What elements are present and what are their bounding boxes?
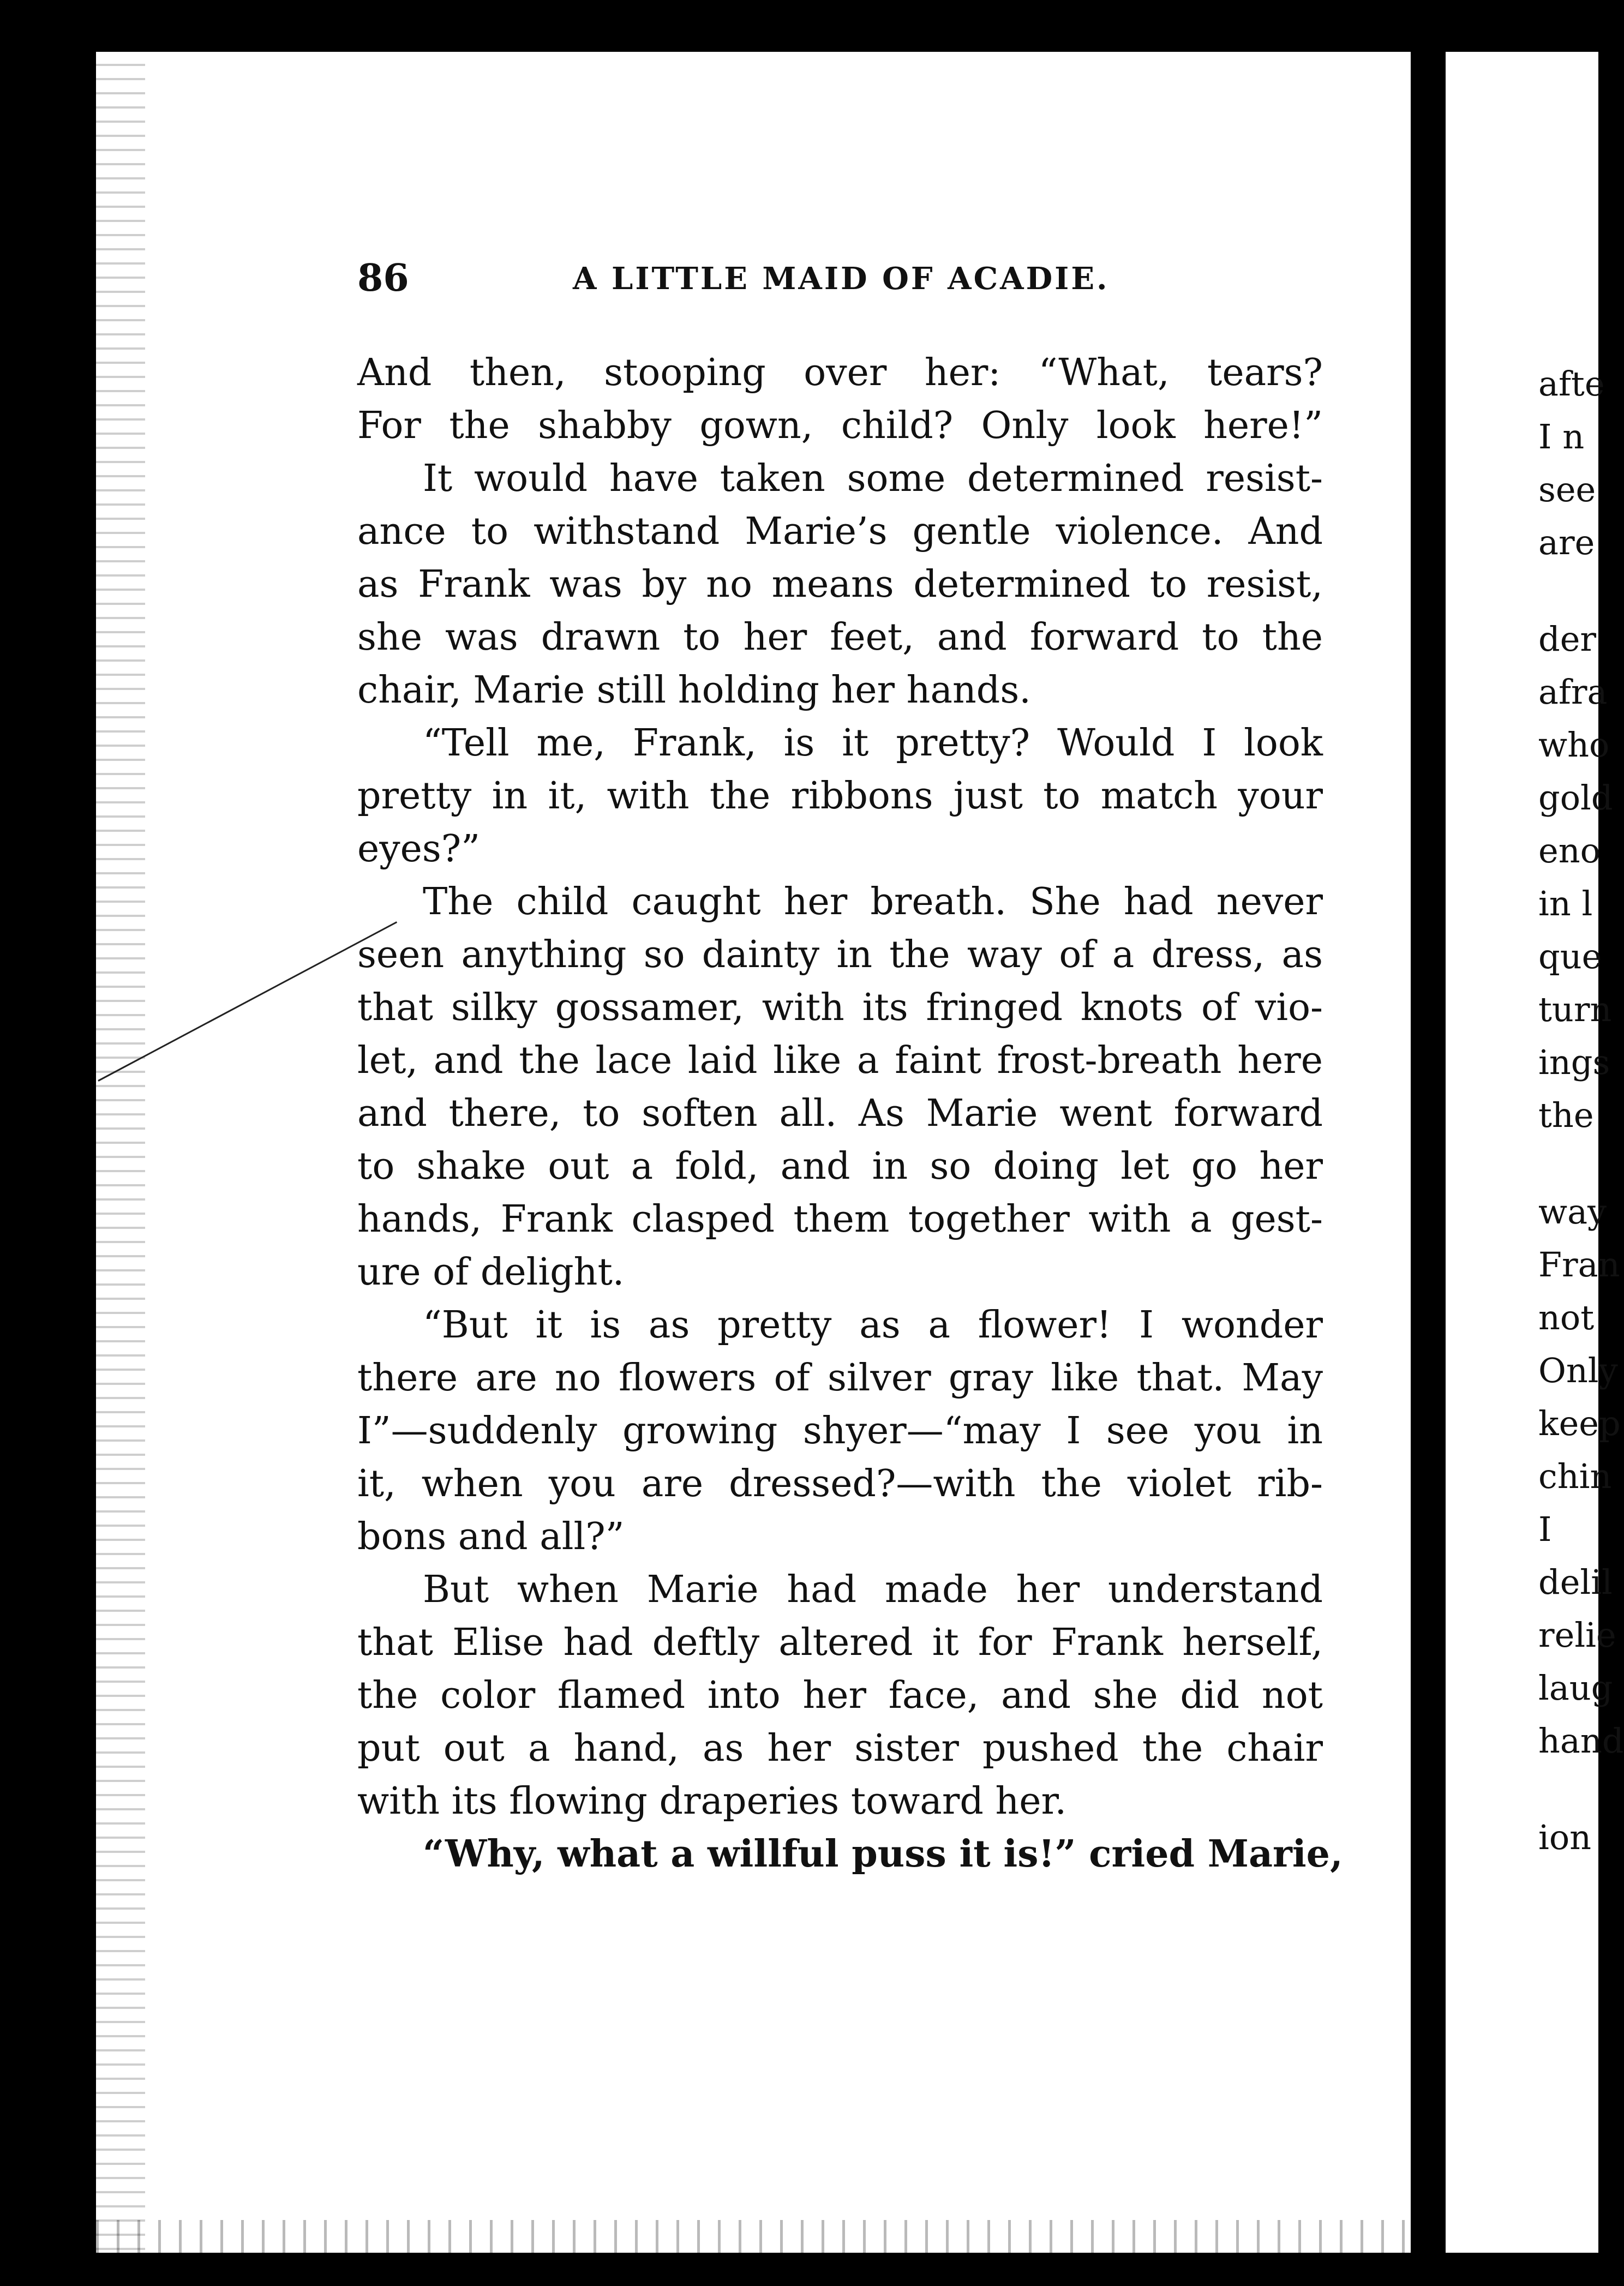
text-line: For the shabby gown, child? Only look here!” [357, 404, 1323, 447]
text-line: she was drawn to her feet, and forward to the [357, 616, 1323, 659]
text-line: that Elise had deftly altered it for Frank herself, [357, 1621, 1323, 1664]
fragment-line: the [1538, 1095, 1594, 1135]
fragment-line: who [1538, 725, 1610, 765]
fragment-line: in l [1538, 884, 1593, 923]
fragment-line: delil [1538, 1562, 1613, 1602]
text-line: as Frank was by no means determined to resist, [357, 563, 1323, 606]
text-line: there are no flowers of silver gray like that. May [357, 1357, 1323, 1400]
fragment-line: laug [1538, 1668, 1613, 1708]
scan-edge-noise [96, 52, 145, 2253]
text-line: it, when you are dressed?—with the violet rib- [357, 1462, 1323, 1505]
right-page-text [1538, 357, 1624, 1864]
page-header [357, 256, 1323, 305]
text-line: “Why, what a willful puss it is!” cried Marie, [423, 1832, 1343, 1876]
text-line: hands, Frank clasped them together with a gest- [357, 1198, 1323, 1241]
fragment-line: relie [1538, 1615, 1616, 1655]
fragment-line: der [1538, 619, 1597, 659]
fragment-line: see [1538, 470, 1596, 509]
text-line: “But it is as pretty as a flower! I wonder [423, 1304, 1323, 1347]
fragment-line: Only [1538, 1351, 1618, 1390]
fragment-line: Fran [1538, 1245, 1620, 1285]
fragment-line: afra [1538, 672, 1608, 712]
fragment-line: hand [1538, 1721, 1624, 1761]
fragment-line: ion [1538, 1817, 1592, 1857]
text-line: seen anything so dainty in the way of a dress, as [357, 933, 1323, 976]
text-line: I”—suddenly growing shyer—“may I see you in [357, 1409, 1323, 1453]
body-text [357, 346, 1343, 1881]
text-line: put out a hand, as her sister pushed the chair [357, 1727, 1323, 1770]
text-line: And then, stooping over her: “What, tears? [357, 351, 1323, 394]
text-line: to shake out a fold, and in so doing let go her [357, 1145, 1323, 1188]
fragment-line: eno [1538, 831, 1601, 871]
fragment-line: afte [1538, 364, 1605, 404]
fragment-line: I n [1538, 417, 1585, 457]
text-line: “Tell me, Frank, is it pretty? Would I look [423, 722, 1323, 765]
fragment-line: gold [1538, 778, 1613, 818]
text-line: that silky gossamer, with its fringed knots of vio- [357, 986, 1323, 1029]
text-line: ure of delight. [357, 1251, 625, 1294]
fragment-line: chin [1538, 1456, 1612, 1496]
fragment-line: not [1538, 1298, 1595, 1337]
text-line: It would have taken some determined resist- [423, 457, 1323, 500]
fragment-line: ings [1538, 1042, 1610, 1082]
text-line: let, and the lace laid like a faint frost-breath here [357, 1039, 1323, 1082]
text-line: chair, Marie still holding her hands. [357, 669, 1031, 712]
fragment-line: que [1538, 937, 1602, 976]
fragment-line: are [1538, 523, 1595, 562]
fragment-line: turn [1538, 989, 1612, 1029]
text-line: and there, to soften all. As Marie went forward [357, 1092, 1323, 1135]
text-line: The child caught her breath. She had never [423, 880, 1323, 923]
text-line: with its flowing draperies toward her. [357, 1780, 1067, 1823]
text-line: eyes?” [357, 827, 481, 871]
running-title: A LITTLE MAID OF ACADIE. [573, 261, 1110, 297]
text-line: bons and all?” [357, 1515, 625, 1558]
text-line: ance to withstand Marie’s gentle violence. And [357, 510, 1323, 553]
scan-bottom-noise [96, 2220, 1411, 2253]
fragment-line: I [1538, 1509, 1552, 1549]
text-line: But when Marie had made her understand [423, 1568, 1323, 1611]
page-gutter [1411, 0, 1446, 2286]
page-number: 86 [357, 256, 409, 300]
fragment-line: way [1538, 1192, 1607, 1232]
fragment-line: keep [1538, 1403, 1621, 1443]
text-line: pretty in it, with the ribbons just to match your [357, 775, 1323, 818]
text-line: the color flamed into her face, and she did not [357, 1674, 1323, 1717]
